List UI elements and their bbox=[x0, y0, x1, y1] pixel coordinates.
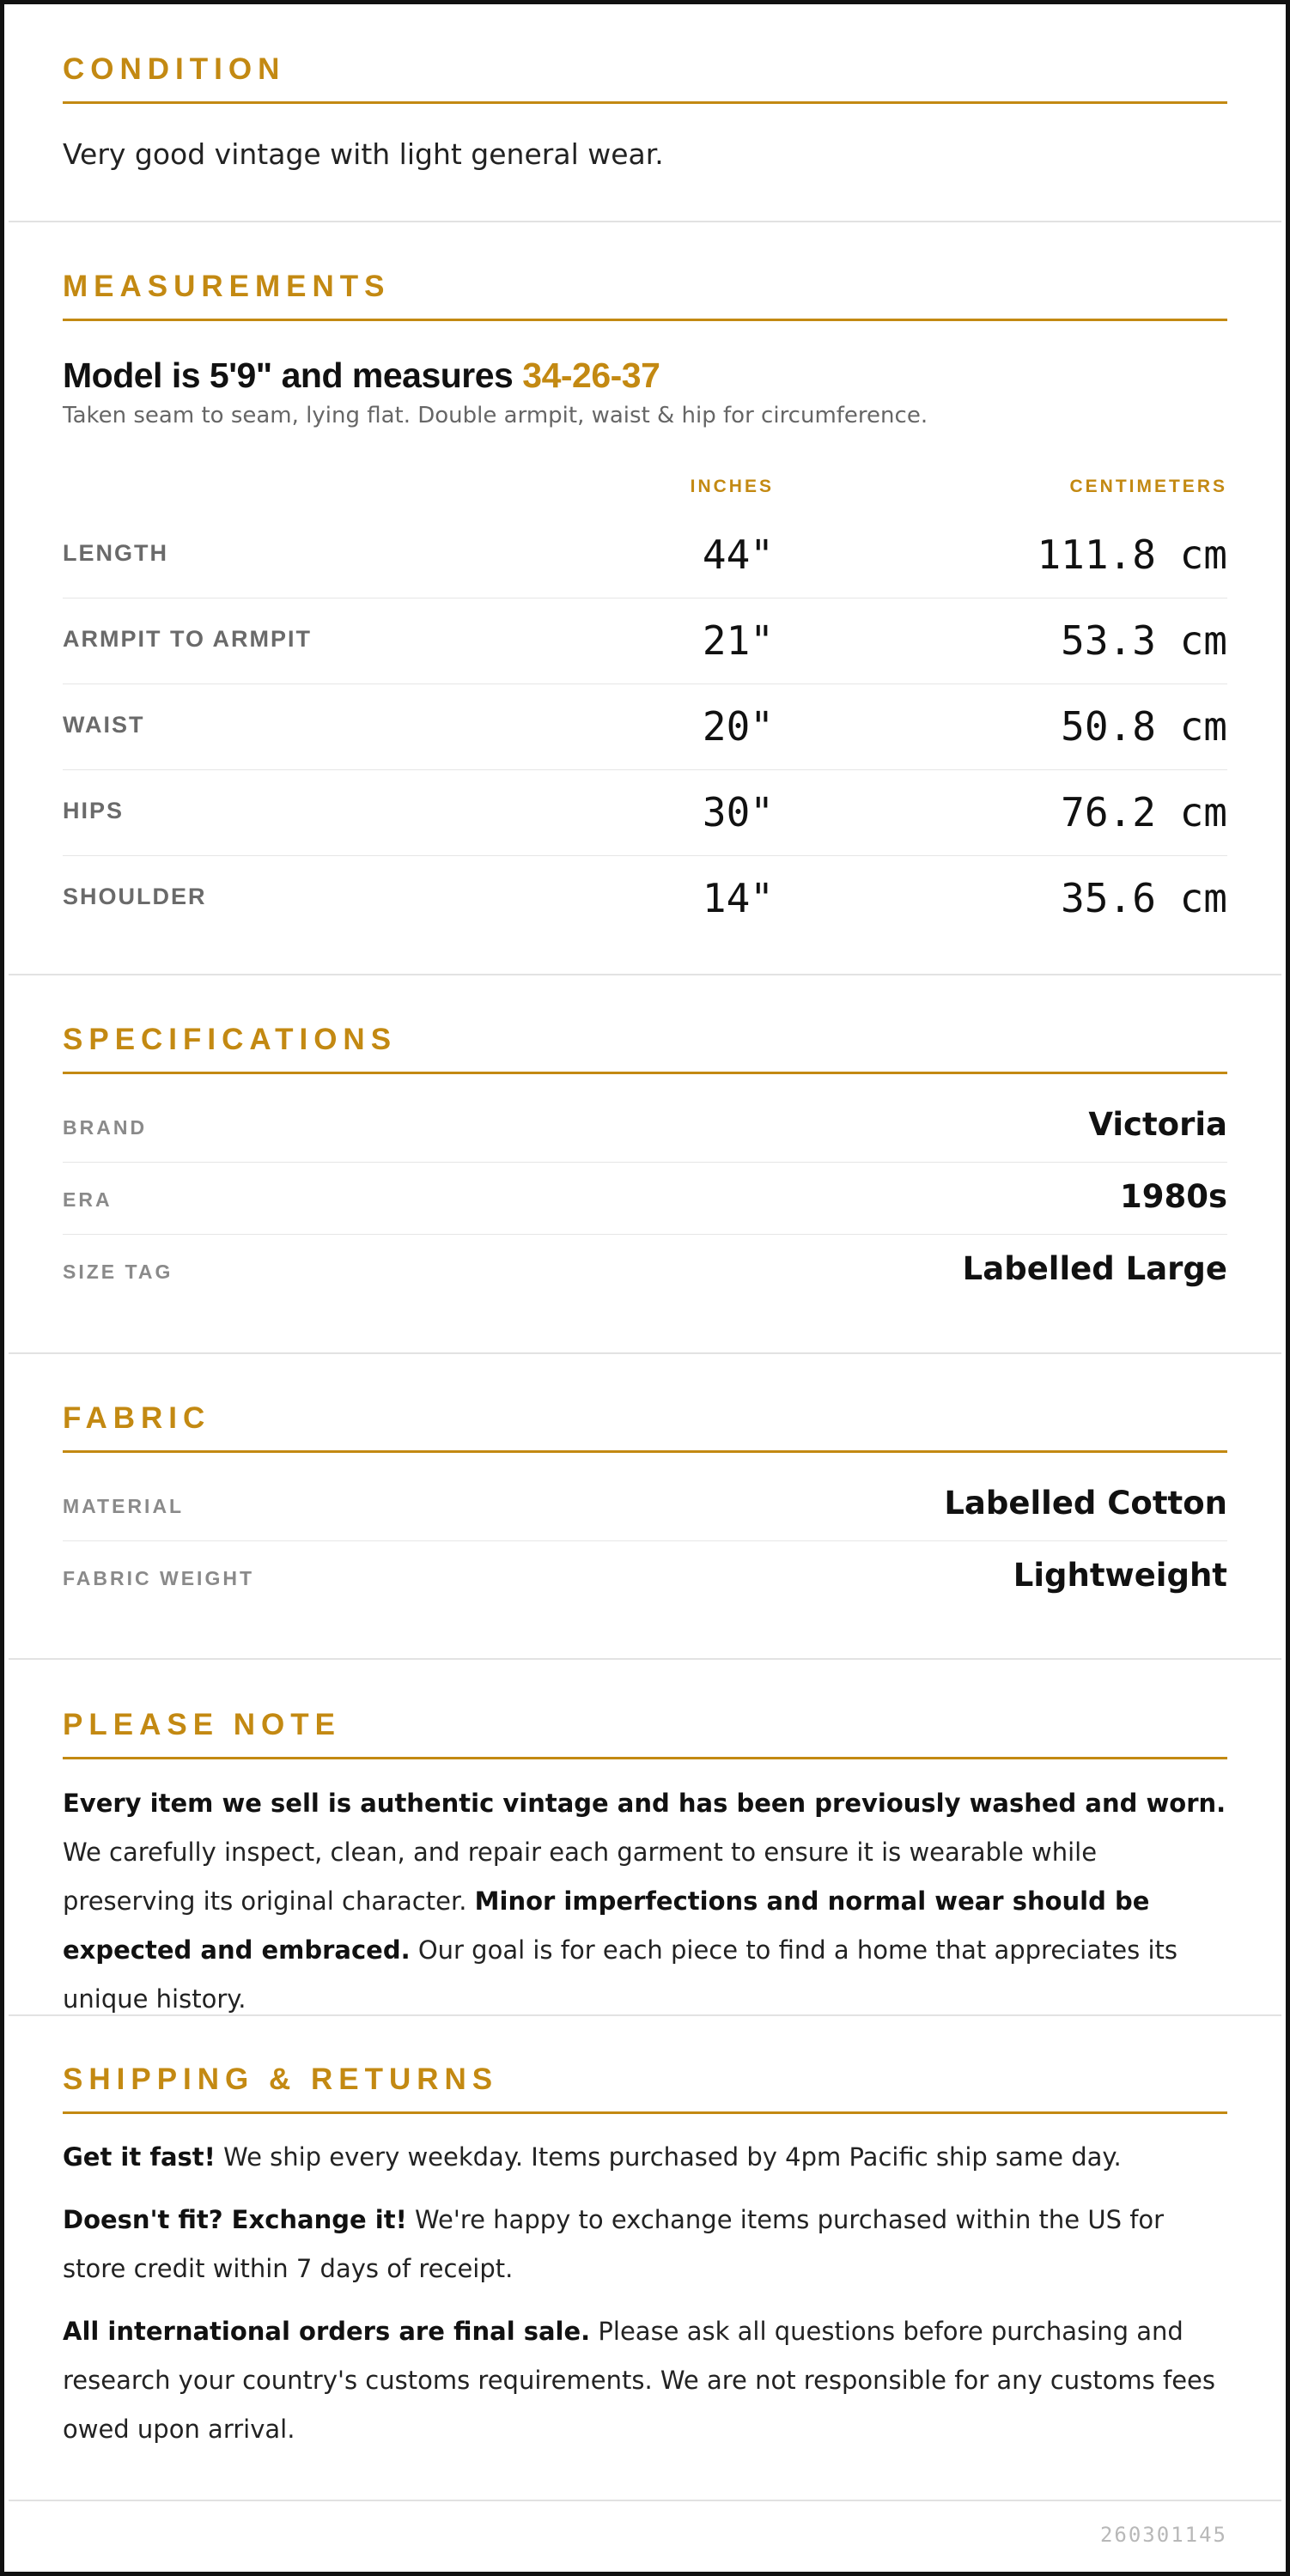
measurement-inches: 21" bbox=[702, 617, 774, 664]
condition-section bbox=[9, 4, 1281, 222]
fabric-value: Lightweight bbox=[1013, 1557, 1227, 1594]
measurement-note: Taken seam to seam, lying flat. Double armpit, waist & hip for circumference. bbox=[63, 403, 928, 428]
shipping-paragraph-3 bbox=[63, 2307, 1227, 2454]
fabric-heading: FABRIC bbox=[63, 1403, 1227, 1453]
model-measurements bbox=[63, 355, 1227, 396]
fabric-row bbox=[63, 1541, 1227, 1613]
fabric-value: Labelled Cotton bbox=[944, 1485, 1227, 1522]
measurement-row bbox=[63, 684, 1227, 770]
measurement-inches: 44" bbox=[702, 532, 774, 578]
spec-label: BRAND bbox=[63, 1116, 148, 1139]
measurement-label: LENGTH bbox=[63, 540, 168, 566]
spec-label: ERA bbox=[63, 1188, 113, 1211]
measurement-label: HIPS bbox=[63, 798, 125, 823]
measurement-label: ARMPIT TO ARMPIT bbox=[63, 626, 312, 652]
measurement-cm: 111.8 cm bbox=[1037, 532, 1227, 578]
measurement-label: WAIST bbox=[63, 712, 145, 738]
please-note-text-2: Our goal is for each piece to find a home that appreciates its unique history. bbox=[63, 1935, 1178, 2014]
centimeters-column-header: CENTIMETERS bbox=[1069, 477, 1227, 496]
please-note-bold-1: Every item we sell is authentic vintage and has been previously washed and worn. bbox=[63, 1789, 1226, 1818]
measurements-heading: MEASUREMENTS bbox=[63, 271, 1227, 321]
measurement-cm: 35.6 cm bbox=[1061, 875, 1227, 921]
measurement-row bbox=[63, 598, 1227, 684]
model-prefix: Model is 5'9" and measures bbox=[63, 355, 514, 395]
please-note-section bbox=[9, 1660, 1281, 2016]
product-id: 260301145 bbox=[1099, 2523, 1227, 2547]
condition-heading: CONDITION bbox=[63, 54, 1227, 104]
shipping-text-2: We're happy to exchange items purchased within the US for store credit within 7 days of receipt. bbox=[63, 2205, 1165, 2283]
measurement-inches: 14" bbox=[702, 875, 774, 921]
measurement-row bbox=[63, 513, 1227, 598]
specifications-heading: SPECIFICATIONS bbox=[63, 1024, 1227, 1074]
shipping-bold-2: Doesn't fit? Exchange it! bbox=[63, 2205, 407, 2234]
shipping-paragraph-1 bbox=[63, 2133, 1227, 2182]
inches-column-header: INCHES bbox=[690, 477, 774, 496]
measurement-inches: 20" bbox=[702, 703, 774, 750]
spec-row bbox=[63, 1091, 1227, 1163]
shipping-text-3: Please ask all questions before purchasing and research your country's customs requirements. We are not responsible for any customs fees owed upon arrival. bbox=[63, 2317, 1215, 2444]
measurement-row bbox=[63, 856, 1227, 942]
shipping-bold-1: Get it fast! bbox=[63, 2142, 216, 2172]
measurement-cm: 50.8 cm bbox=[1061, 703, 1227, 750]
measurement-cm: 76.2 cm bbox=[1061, 789, 1227, 835]
measurement-row bbox=[63, 770, 1227, 856]
fabric-label: FABRIC WEIGHT bbox=[63, 1567, 254, 1589]
spec-row bbox=[63, 1235, 1227, 1307]
measurement-label: SHOULDER bbox=[63, 884, 207, 909]
measurement-cm: 53.3 cm bbox=[1061, 617, 1227, 664]
fabric-label: MATERIAL bbox=[63, 1495, 185, 1517]
spec-value: Labelled Large bbox=[962, 1250, 1227, 1287]
shipping-text-1: We ship every weekday. Items purchased by 4pm Pacific ship same day. bbox=[215, 2142, 1122, 2172]
fabric-section bbox=[9, 1354, 1281, 1660]
shipping-heading: SHIPPING & RETURNS bbox=[63, 2064, 1227, 2114]
specifications-section bbox=[9, 975, 1281, 1354]
please-note-heading: PLEASE NOTE bbox=[63, 1710, 1227, 1759]
spec-value: 1980s bbox=[1119, 1178, 1227, 1215]
shipping-returns-section bbox=[9, 2016, 1281, 2501]
model-measures-value: 34-26-37 bbox=[522, 355, 660, 395]
spec-label: SIZE TAG bbox=[63, 1261, 173, 1283]
spec-row bbox=[63, 1163, 1227, 1235]
please-note-bold-2: Minor imperfections and normal wear should be expected and embraced. bbox=[63, 1886, 1150, 1965]
measurements-section bbox=[9, 222, 1281, 975]
fabric-row bbox=[63, 1469, 1227, 1541]
spec-value: Victoria bbox=[1088, 1106, 1227, 1143]
please-note-text-1: We carefully inspect, clean, and repair each garment to ensure it is wearable while preserving its original character. bbox=[63, 1838, 1098, 1916]
shipping-bold-3: All international orders are final sale. bbox=[63, 2317, 591, 2346]
condition-text: Very good vintage with light general wear. bbox=[63, 137, 664, 171]
measurement-inches: 30" bbox=[702, 789, 774, 835]
please-note-text bbox=[63, 1779, 1227, 2024]
shipping-paragraph-2 bbox=[63, 2196, 1227, 2293]
